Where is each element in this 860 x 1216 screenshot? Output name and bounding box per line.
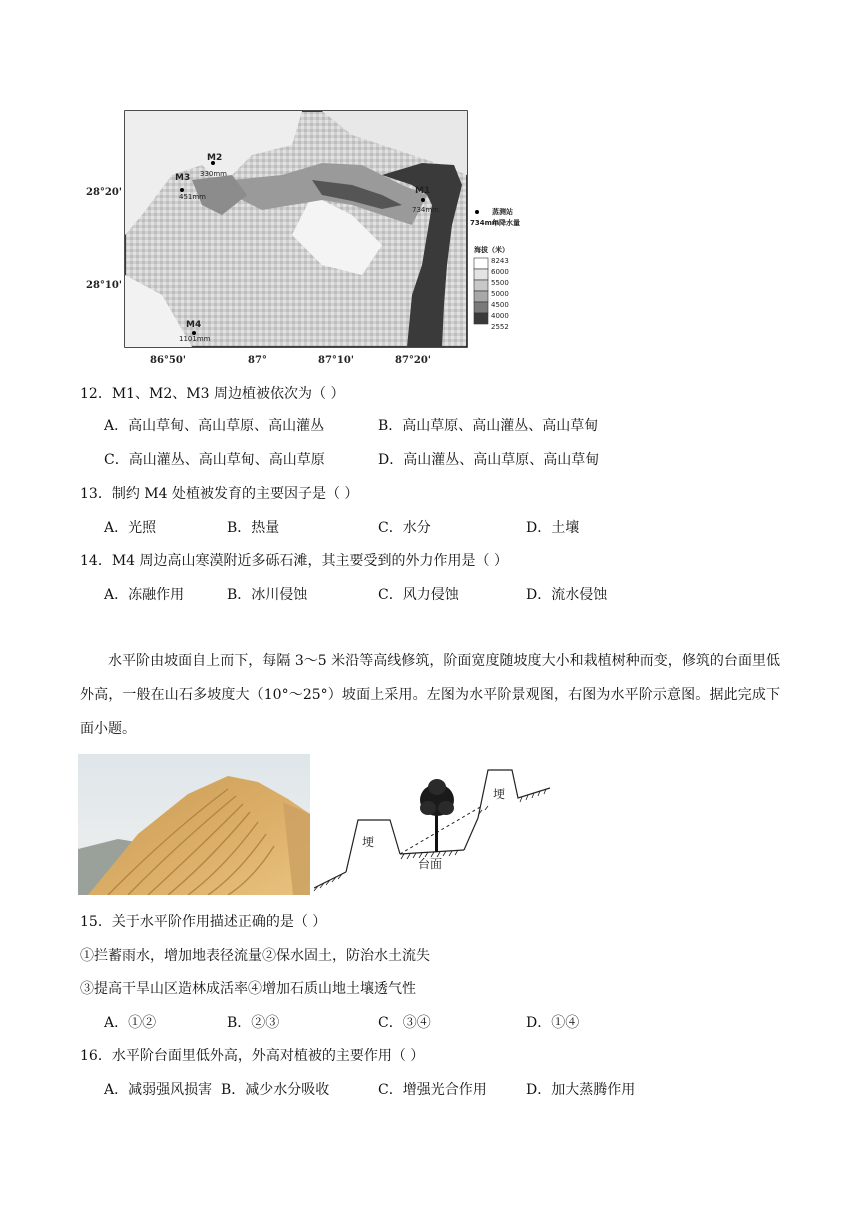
question-12-option-c[interactable]: C．高山灌丛、高山草甸、高山草原 (104, 452, 325, 468)
elev-tick-1: 8243 (491, 257, 509, 265)
question-15-option-d[interactable]: D．①④ (526, 1015, 580, 1031)
legend-station-label: 蒸测站 (492, 208, 513, 216)
question-16-stem: 16．水平阶台面里低外高，外高对植被的主要作用（ ） (80, 1048, 425, 1064)
ridge-label-lower: 埂 (362, 835, 375, 849)
question-12-option-b[interactable]: B．高山草原、高山灌丛、高山草甸 (378, 418, 599, 434)
lat-label-2: 28°10' (86, 280, 122, 291)
elev-tick-4: 5000 (491, 290, 509, 298)
question-15-stem: 15．关于水平阶作用描述正确的是（ ） (80, 914, 327, 930)
question-13-option-b[interactable]: B．热量 (227, 520, 280, 536)
question-14-option-a[interactable]: A．冻融作用 (104, 587, 185, 603)
question-15-option-c[interactable]: C．③④ (378, 1015, 431, 1031)
question-13-option-d[interactable]: D．土壤 (526, 520, 580, 536)
lon-label-1: 86°50' (150, 355, 186, 366)
question-13-option-c[interactable]: C．水分 (378, 520, 431, 536)
question-14-stem: 14．M4 周边高山寒漠附近多砾石滩，其主要受到的外力作用是（ ） (80, 553, 508, 569)
question-15-statement-1: ①拦蓄雨水，增加地表径流量②保水固土，防治水土流失 (80, 948, 430, 964)
legend-precip-value: 734mm (470, 219, 500, 227)
question-16-option-d[interactable]: D．加大蒸腾作用 (526, 1082, 636, 1098)
question-14-option-c[interactable]: C．风力侵蚀 (378, 587, 459, 603)
station-m4-label: M4 (186, 320, 202, 330)
elev-tick-6: 4000 (491, 312, 509, 320)
station-m3-precip: 451mm (179, 193, 206, 201)
elev-tick-2: 6000 (491, 268, 509, 276)
lon-label-4: 87°20' (395, 355, 431, 366)
platform-surface (400, 850, 464, 854)
question-12-option-a[interactable]: A．高山草甸、高山草原、高山灌丛 (104, 418, 325, 434)
question-15-option-b[interactable]: B．②③ (227, 1015, 280, 1031)
question-15-statement-2: ③提高干旱山区造林成活率④增加石质山地土壤透气性 (80, 981, 416, 997)
question-16-option-a[interactable]: A．减弱强风损害 (104, 1082, 213, 1098)
tree-icon (420, 779, 454, 852)
question-12-option-d[interactable]: D．高山灌丛、高山草原、高山草甸 (378, 452, 600, 468)
question-12-stem: 12．M1、M2、M3 周边植被依次为（ ） (80, 386, 345, 402)
passage-text: 水平阶由坡面自上而下，每隔 3～5 米沿等高线修筑，阶面宽度随坡度大小和栽植树种而变，修筑的台面里低外高，一般在山石多坡度大（10°～25°）坡面上采用。左图为水平阶景观图，右图为水平阶示意图。据此完成下面小题。 (80, 653, 780, 737)
question-16-option-c[interactable]: C．增强光合作用 (378, 1082, 487, 1098)
lon-label-2: 87° (248, 355, 267, 366)
elevation-legend-bar (474, 258, 488, 324)
legend-elev-title: 海拔（米） (474, 246, 509, 254)
lat-label-1: 28°20' (86, 187, 122, 198)
terrace-diagram (312, 760, 552, 895)
station-m4-precip: 1101mm (179, 335, 211, 343)
lon-label-3: 87°10' (318, 355, 354, 366)
question-16-option-b[interactable]: B．减少水分吸收 (221, 1082, 330, 1098)
legend-station-dot (475, 210, 479, 214)
question-13-stem: 13．制约 M4 处植被发育的主要因子是（ ） (80, 486, 359, 502)
station-m3-label: M3 (175, 173, 191, 183)
legend-precip-label: 年降水量 (492, 219, 520, 227)
topographic-map (82, 105, 562, 375)
elev-tick-3: 5500 (491, 279, 509, 287)
question-14-option-d[interactable]: D．流水侵蚀 (526, 587, 608, 603)
question-15-option-a[interactable]: A．①② (104, 1015, 157, 1031)
station-m2-precip: 330mm (200, 170, 227, 178)
map-figure (82, 105, 562, 375)
question-13-option-a[interactable]: A．光照 (104, 520, 157, 536)
question-14-option-b[interactable]: B．冰川侵蚀 (227, 587, 308, 603)
station-m1-precip: 734mm (412, 206, 439, 214)
station-m2-label: M2 (207, 153, 223, 163)
elev-tick-5: 4500 (491, 301, 509, 309)
elev-tick-7: 2552 (491, 323, 509, 331)
ridge-label-upper: 埂 (493, 787, 506, 801)
terrace-photo (78, 754, 310, 895)
station-m1-label: M1 (415, 186, 431, 196)
platform-label: 台面 (418, 857, 443, 871)
